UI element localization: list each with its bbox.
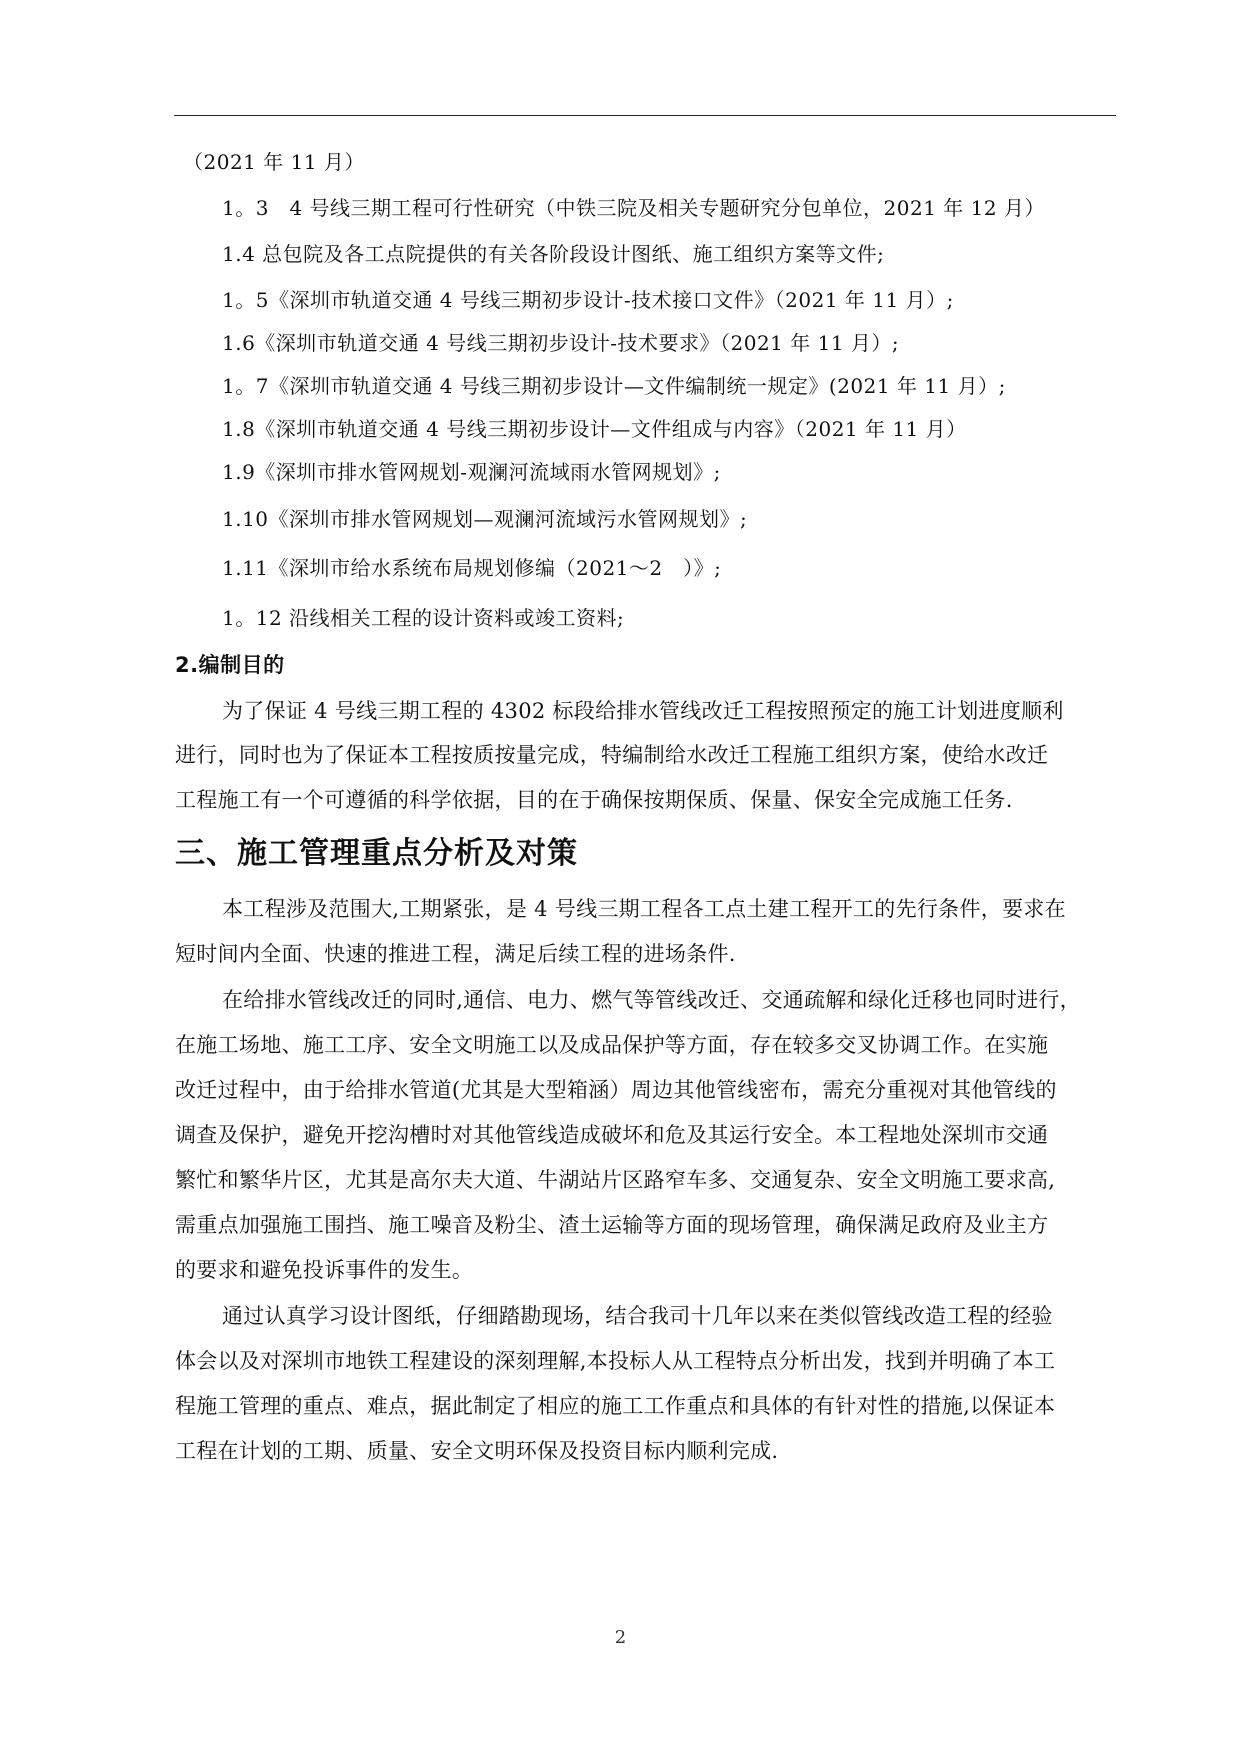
analysis-paragraph-line: 的要求和避免投诉事件的发生。 [175, 1258, 474, 1282]
section-heading-purpose: 2.编制目的 [175, 653, 285, 677]
analysis-paragraph-line: 通过认真学习设计图纸，仔细踏勘现场，结合我司十几年以来在类似管线改造工程的经验 [222, 1304, 1053, 1328]
analysis-paragraph-line: 调查及保护，避免开挖沟槽时对其他管线造成破坏和危及其运行安全。本工程地处深圳市交通 [175, 1123, 1049, 1147]
analysis-paragraph-line: 需重点加强施工围挡、施工噪音及粉尘、渣土运输等方面的现场管理，确保满足政府及业主方 [175, 1213, 1049, 1237]
analysis-paragraph-line: 改迁过程中，由于给排水管道(尤其是大型箱涵）周边其他管线密布，需充分重视对其他管线的 [175, 1078, 1057, 1102]
reference-item: （2021 年 11 月） [183, 150, 365, 174]
analysis-paragraph-line: 程施工管理的重点、难点，据此制定了相应的施工工作重点和具体的有针对性的措施,以保证本 [175, 1394, 1056, 1418]
analysis-paragraph-line: 在给排水管线改迁的同时,通信、电力、燃气等管线改迁、交通疏解和绿化迁移也同时进行， [222, 988, 1081, 1012]
purpose-line: 进行，同时也为了保证本工程按质按量完成，特编制给水改迁工程施工组织方案，使给水改迁 [175, 743, 1049, 767]
analysis-paragraph-line: 本工程涉及范围大,工期紧张，是 4 号线三期工程各工点土建工程开工的先行条件，要求在 [222, 897, 1066, 921]
reference-item: 1.9《深圳市排水管网规划-观澜河流域雨水管网规划》; [222, 460, 721, 484]
purpose-line: 工程施工有一个可遵循的科学依据，目的在于确保按期保质、保量、保安全完成施工任务. [175, 788, 1013, 812]
reference-item: 1.4 总包院及各工点院提供的有关各阶段设计图纸、施工组织方案等文件; [222, 242, 885, 266]
reference-item: 1.8《深圳市轨道交通 4 号线三期初步设计—文件组成与内容》（2021 年 11 月） [222, 417, 967, 441]
reference-item: 1。3 4 号线三期工程可行性研究（中铁三院及相关专题研究分包单位，2021 年 12 月） [222, 196, 1045, 220]
reference-item: 1.6《深圳市轨道交通 4 号线三期初步设计-技术要求》（2021 年 11 月）; [222, 331, 900, 355]
reference-item: 1.11《深圳市给水系统布局规划修编（2021～2 ）》; [222, 556, 722, 580]
header-rule [174, 115, 1116, 116]
analysis-paragraph-line: 短时间内全面、快速的推进工程，满足后续工程的进场条件. [175, 942, 736, 966]
purpose-line: 为了保证 4 号线三期工程的 4302 标段给排水管线改迁工程按照预定的施工计划进度顺利 [222, 699, 1064, 723]
analysis-paragraph-line: 体会以及对深圳市地铁工程建设的深刻理解,本投标人从工程特点分析出发，找到并明确了本工 [175, 1349, 1056, 1373]
section-heading-analysis: 三、施工管理重点分析及对策 [175, 836, 578, 871]
reference-item: 1.10《深圳市排水管网规划—观澜河流域污水管网规划》; [222, 507, 748, 531]
reference-item: 1。12 沿线相关工程的设计资料或竣工资料; [222, 606, 625, 630]
reference-item: 1。5《深圳市轨道交通 4 号线三期初步设计-技术接口文件》（2021 年 11 月）; [222, 288, 954, 312]
reference-item: 1。7《深圳市轨道交通 4 号线三期初步设计—文件编制统一规定》(2021 年 11 月）; [222, 374, 1006, 398]
page-number: 2 [614, 1627, 627, 1648]
analysis-paragraph-line: 繁忙和繁华片区，尤其是高尔夫大道、牛湖站片区路窄车多、交通复杂、安全文明施工要求高, [175, 1168, 1056, 1192]
analysis-paragraph-line: 在施工场地、施工工序、安全文明施工以及成品保护等方面，存在较多交叉协调工作。在实施 [175, 1033, 1049, 1057]
analysis-paragraph-line: 工程在计划的工期、质量、安全文明环保及投资目标内顺利完成. [175, 1439, 779, 1463]
